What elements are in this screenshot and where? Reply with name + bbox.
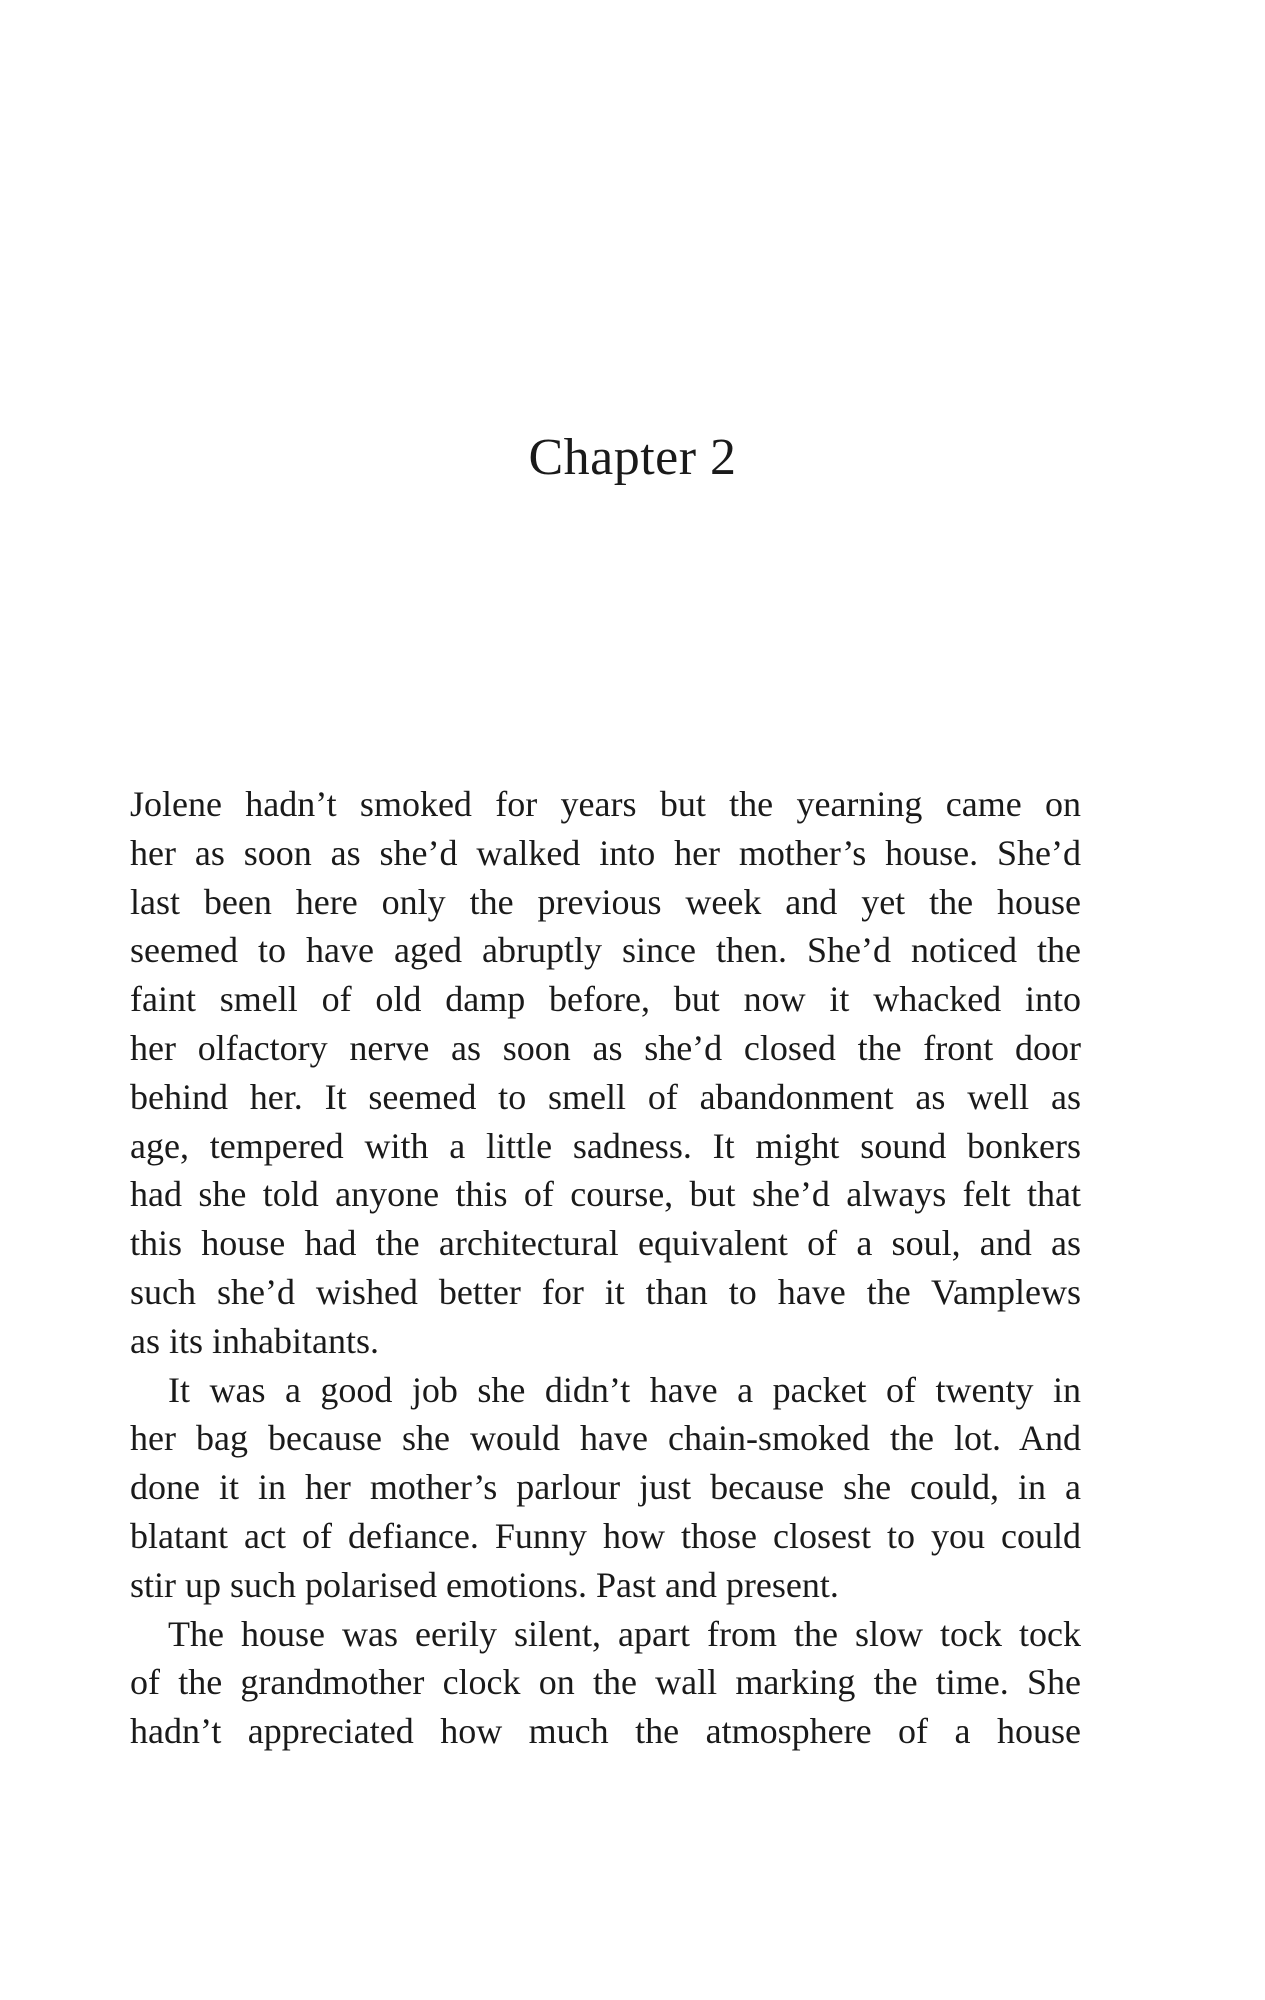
text-line: of the grandmother clock on the wall marking the time. She	[130, 1662, 1081, 1703]
text-line: blatant act of defiance. Funny how those closest to you could	[130, 1515, 1081, 1556]
chapter-title: Chapter 2	[528, 429, 737, 486]
text-line: her bag because she would have chain-smoked the lot. And	[130, 1418, 1081, 1459]
text-line: done it in her mother’s parlour just because she could, in a	[130, 1467, 1081, 1508]
chapter-body-text	[130, 780, 1081, 1756]
text-line: had she told anyone this of course, but she’d always felt that	[130, 1174, 1081, 1215]
text-line: such she’d wished better for it than to have the Vamplews	[130, 1271, 1081, 1312]
text-line: last been here only the previous week and yet the house	[130, 881, 1081, 922]
text-line: this house had the architectural equivalent of a soul, and as	[130, 1223, 1081, 1264]
text-line: behind her. It seemed to smell of abandonment as well as	[130, 1076, 1081, 1117]
text-line: It was a good job she didn’t have a packet of twenty in	[168, 1369, 1081, 1410]
text-line: her olfactory nerve as soon as she’d closed the front door	[130, 1027, 1081, 1068]
text-line: as its inhabitants.	[130, 1320, 379, 1361]
text-line: her as soon as she’d walked into her mother’s house. She’d	[130, 832, 1081, 873]
text-line: The house was eerily silent, apart from the slow tock tock	[168, 1613, 1081, 1654]
text-line: stir up such polarised emotions. Past and present.	[130, 1564, 839, 1605]
text-line: hadn’t appreciated how much the atmosphere of a house	[130, 1711, 1081, 1752]
text-line: faint smell of old damp before, but now it whacked into	[130, 979, 1081, 1020]
text-line: age, tempered with a little sadness. It might sound bonkers	[130, 1125, 1081, 1166]
text-line: Jolene hadn’t smoked for years but the yearning came on	[130, 784, 1081, 824]
text-line: seemed to have aged abruptly since then. She’d noticed the	[130, 930, 1081, 971]
